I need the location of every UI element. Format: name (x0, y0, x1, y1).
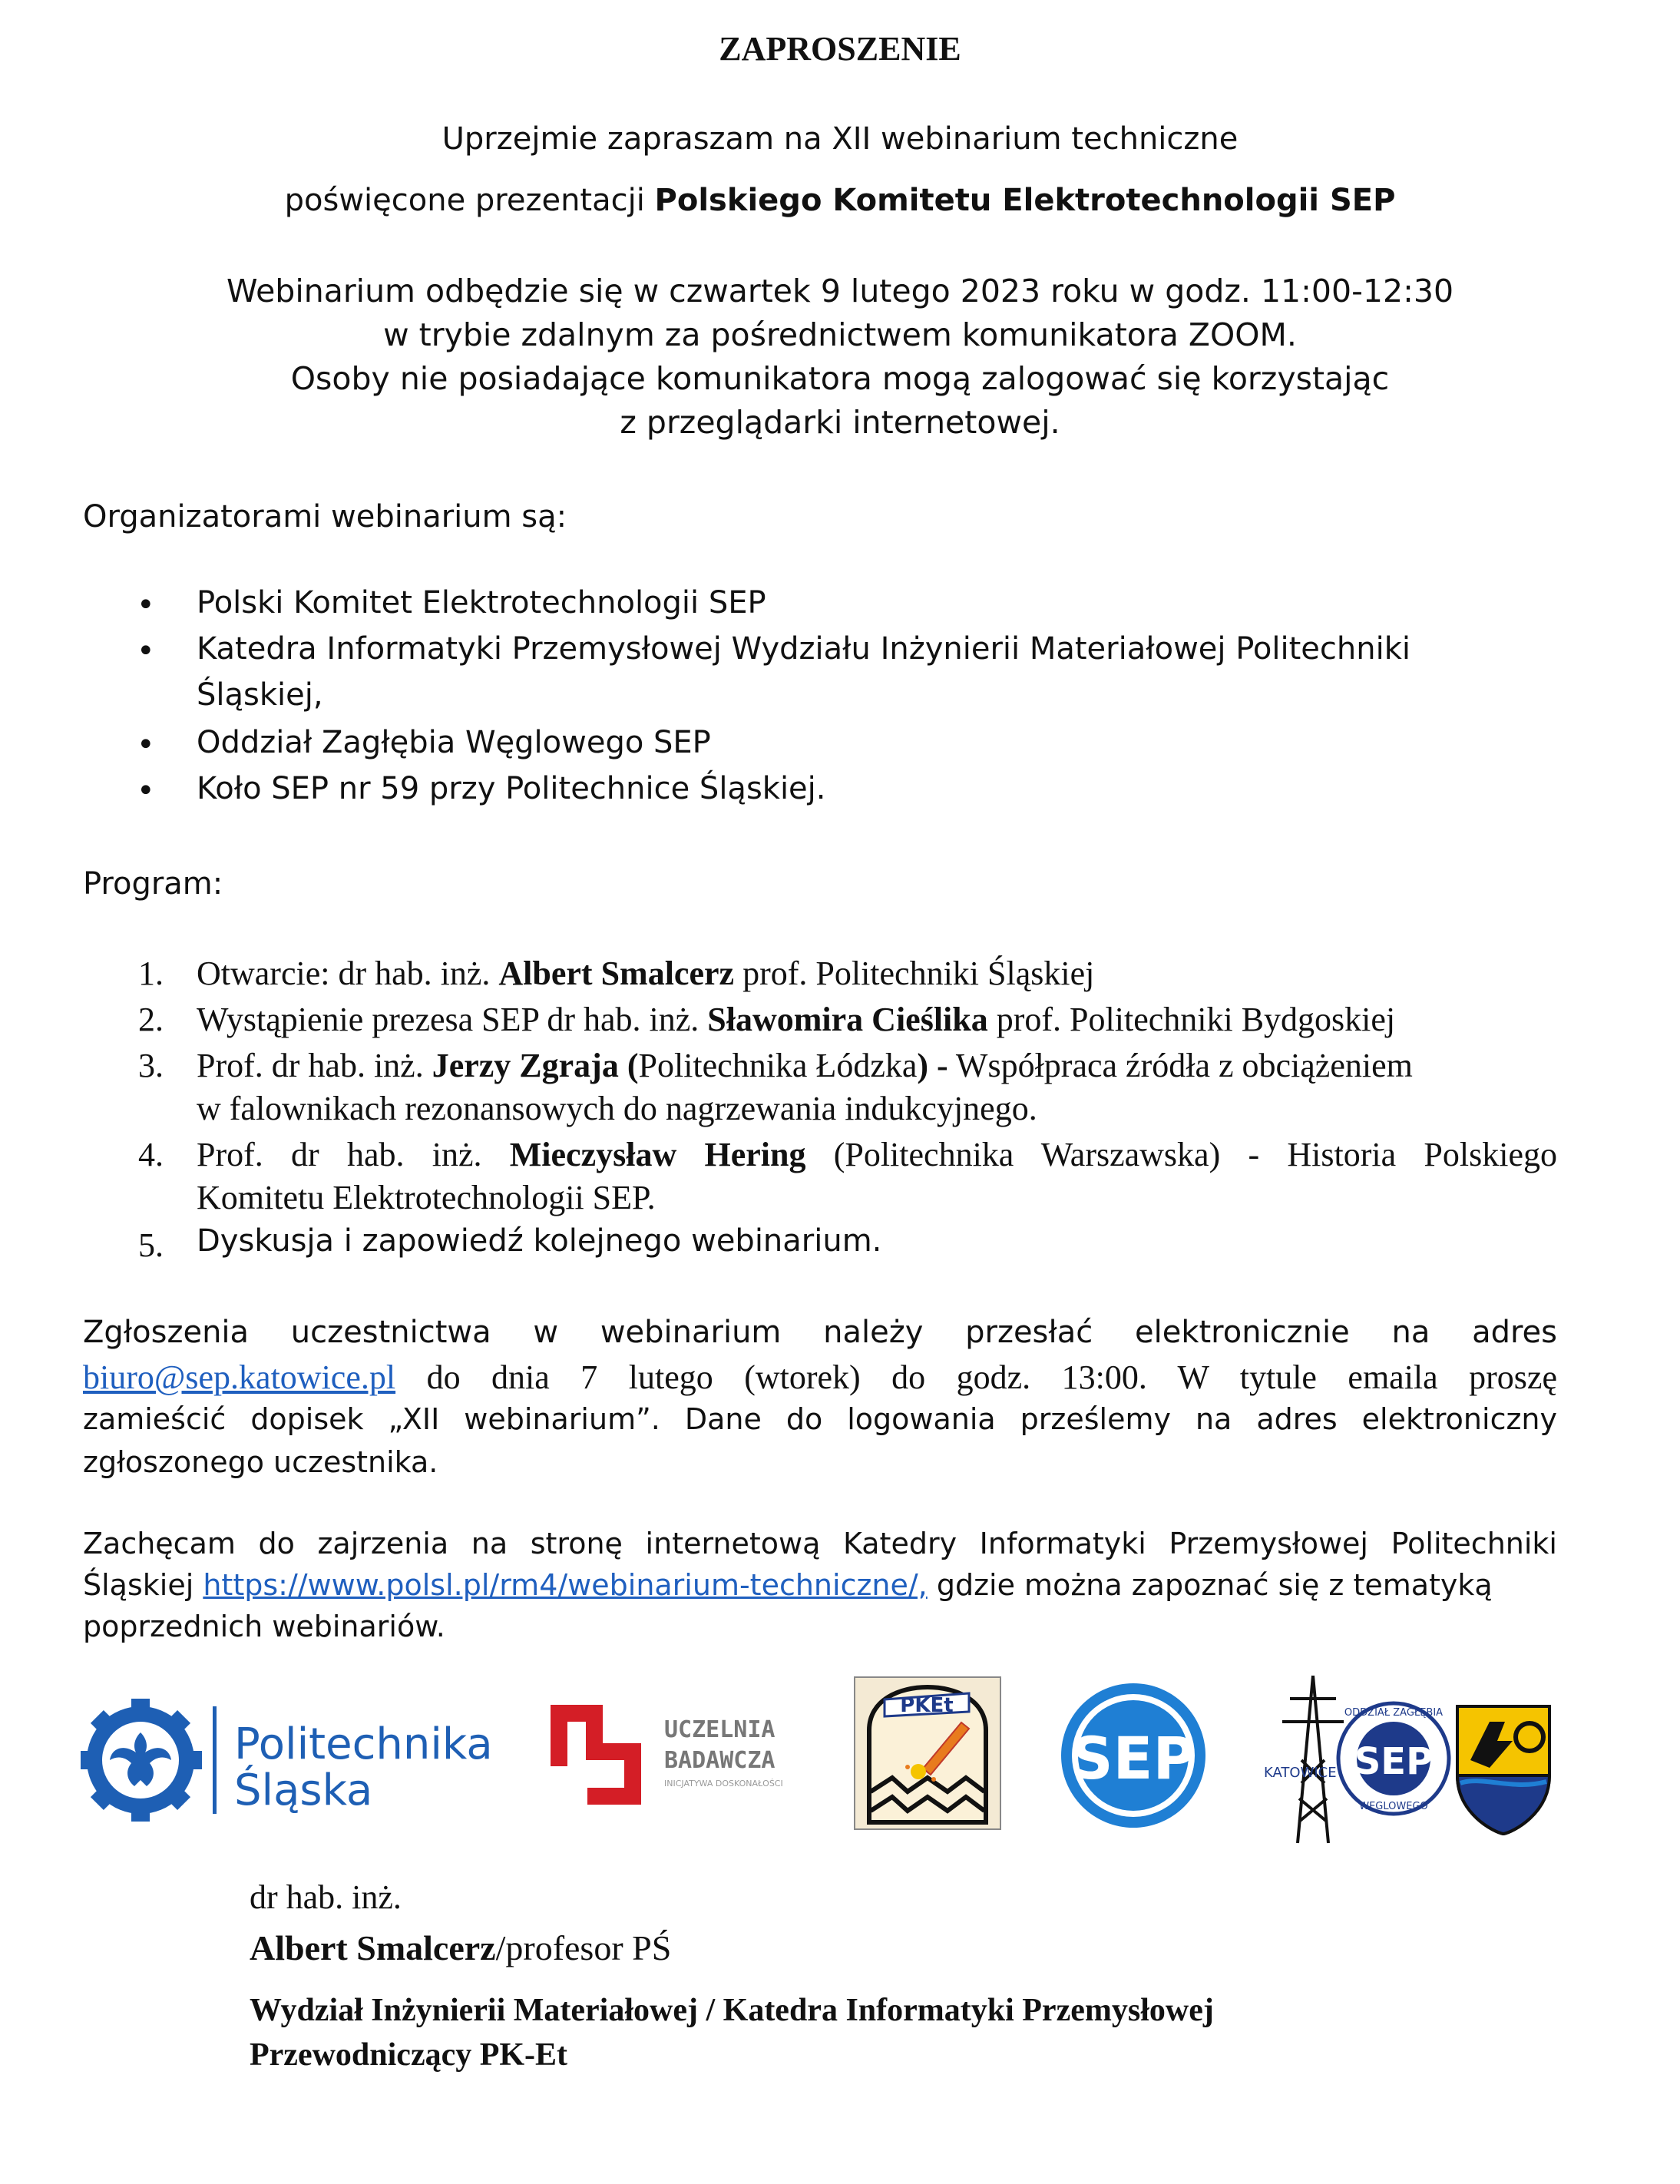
program-item-1-affiliation: prof. Politechniki Śląskiej (734, 955, 1095, 992)
ub-line-3: INICJATYWA DOSKONAŁOŚCI (664, 1779, 783, 1789)
program-item-5: Dyskusja i zapowiedź kolejnego webinarium. (197, 1223, 882, 1259)
program-item-1 (197, 954, 1094, 993)
program-number: 5. (138, 1226, 164, 1264)
sep-emblem-icon (1058, 1680, 1209, 1831)
organizer-item-oddzial: Oddział Zagłębia Węglowego SEP (197, 725, 711, 760)
program-item-2 (197, 1000, 1395, 1039)
organizers-heading: Organizatorami webinarium są: (83, 499, 567, 534)
program-item-1-speaker: Albert Smalcerz (498, 955, 735, 992)
program-item-4-text: Prof. dr hab. inż. (197, 1136, 510, 1173)
organizer-item-pket: Polski Komitet Elektrotechnologii SEP (197, 585, 766, 620)
bullet: • (137, 727, 155, 763)
polsl-emblem-icon (81, 1699, 534, 1822)
website-line-2 (83, 1568, 1493, 1602)
program-item-3-dash: ) - (917, 1047, 948, 1084)
sep-oddzial-emblem-icon (1259, 1668, 1551, 1846)
program-number: 3. (138, 1047, 164, 1084)
program-item-2-text: Wystąpienie prezesa SEP dr hab. inż. (197, 1001, 708, 1038)
signature-role: Przewodniczący PK-Et (250, 2037, 568, 2073)
bullet: • (137, 634, 155, 669)
registration-line-3: zamieścić dopisek „XII webinarium”. Dane do logowania prześlemy na adres elektroniczny (83, 1402, 1557, 1436)
sep-oddzial-top-label: ODDZIAŁ ZAGŁĘBIA (1344, 1707, 1444, 1719)
registration-line-2 (83, 1358, 1557, 1397)
program-item-2-speaker: Sławomira Cieślika (707, 1001, 988, 1038)
registration-email-link[interactable]: biuro@sep.katowice.pl (83, 1358, 396, 1396)
registration-deadline: do dnia 7 lutego (wtorek) do godz. 13:00. W tytule emaila proszę (395, 1358, 1557, 1396)
program-heading: Program: (83, 866, 223, 902)
organizer-item-katedra-cont: Śląskiej, (197, 677, 323, 713)
program-item-4-topic: (Politechnika Warszawska) - Historia Polskiego (805, 1136, 1557, 1173)
pket-label: PKEt (900, 1694, 954, 1717)
polsl-name-line-1: Politechnika (234, 1719, 493, 1769)
organizer-item-kolo: Koło SEP nr 59 przy Politechnice Śląskiej. (197, 771, 826, 806)
signature-name-suffix: /profesor PŚ (495, 1928, 672, 1967)
signature-name-bold: Albert Smalcerz (250, 1928, 496, 1967)
politechnika-slaska-logo (81, 1699, 534, 1822)
program-item-4-speaker: Mieczysław Hering (509, 1136, 806, 1173)
program-item-3 (197, 1046, 1413, 1085)
registration-line-4: zgłoszonego uczestnika. (83, 1445, 438, 1479)
program-item-2-affiliation: prof. Politechniki Bydgoskiej (987, 1001, 1396, 1038)
sep-oddzial-sep-label: SEP (1354, 1740, 1434, 1783)
details-line-2: w trybie zdalnym za pośrednictwem komunikatora ZOOM. (383, 316, 1297, 353)
intro-line-2 (0, 183, 1680, 218)
sep-logo (1058, 1680, 1209, 1831)
pket-logo (854, 1676, 1001, 1830)
sep-oddzial-katowice-logo (1259, 1668, 1551, 1846)
intro-committee-name: Polskiego Komitetu Elektrotechnologii SEP (654, 183, 1396, 218)
intro-line-1: Uprzejmie zapraszam na XII webinarium techniczne (441, 121, 1239, 157)
ub-line-1: UCZELNIA (664, 1716, 776, 1743)
ub-line-2: BADAWCZA (664, 1747, 776, 1774)
program-item-3-speaker: Jerzy Zgraja ( (432, 1047, 639, 1084)
program-number: 2. (138, 1001, 164, 1038)
intro-line-2-prefix: poświęcone prezentacji (284, 183, 655, 218)
pket-emblem-icon (854, 1676, 1001, 1830)
page-title: ZAPROSZENIE (719, 30, 961, 68)
katowice-label: KATOWICE (1264, 1765, 1337, 1781)
signature-name (250, 1928, 671, 1968)
details-line-1: Webinarium odbędzie się w czwartek 9 lutego 2023 roku w godz. 11:00-12:30 (226, 273, 1454, 309)
program-item-3-cont: w falownikach rezonansowych do nagrzewania indukcyjnego. (197, 1090, 1037, 1127)
details-line-4: z przeglądarki internetowej. (620, 404, 1060, 441)
program-item-3-affiliation: Politechnika Łódzka (638, 1047, 918, 1084)
bullet: • (137, 773, 155, 809)
program-item-4 (197, 1135, 1557, 1174)
sep-label: SEP (1070, 1724, 1196, 1792)
website-suffix: gdzie można zapoznać się z tematyką (927, 1568, 1493, 1602)
program-number: 1. (138, 955, 164, 992)
registration-line-1: Zgłoszenia uczestnictwa w webinarium należy przesłać elektronicznie na adres (83, 1315, 1557, 1350)
website-line-3: poprzednich webinariów. (83, 1610, 445, 1643)
program-item-3-topic: Współpraca źródła z obciążeniem (947, 1047, 1413, 1084)
katowice-coat-of-arms-icon (1457, 1706, 1549, 1834)
program-item-3-text: Prof. dr hab. inż. (197, 1047, 432, 1084)
bullet: • (137, 587, 155, 623)
webinar-page-link[interactable]: https://www.polsl.pl/rm4/webinarium-techniczne/, (203, 1568, 928, 1602)
sep-oddzial-bottom-label: WĘGLOWEGO (1359, 1801, 1428, 1812)
program-number: 4. (138, 1136, 164, 1173)
signature-department: Wydział Inżynierii Materiałowej / Katedra Informatyki Przemysłowej (250, 1993, 1214, 2028)
polsl-name-line-2: Śląska (234, 1765, 373, 1815)
details-line-3: Osoby nie posiadające komunikatora mogą zalogować się korzystając (290, 360, 1390, 397)
signature-title: dr hab. inż. (250, 1878, 402, 1916)
website-prefix: Śląskiej (83, 1568, 203, 1602)
uczelnia-badawcza-mark-icon (541, 1697, 802, 1820)
website-line-1: Zachęcam do zajrzenia na stronę internetową Katedry Informatyki Przemysłowej Politechniki (83, 1527, 1557, 1560)
program-item-1-text: Otwarcie: dr hab. inż. (197, 955, 499, 992)
uczelnia-badawcza-logo (541, 1697, 802, 1820)
program-item-4-cont: Komitetu Elektrotechnologii SEP. (197, 1179, 656, 1216)
pylon-icon (1282, 1676, 1344, 1843)
organizer-item-katedra: Katedra Informatyki Przemysłowej Wydziału Inżynierii Materiałowej Politechniki (197, 631, 1410, 667)
